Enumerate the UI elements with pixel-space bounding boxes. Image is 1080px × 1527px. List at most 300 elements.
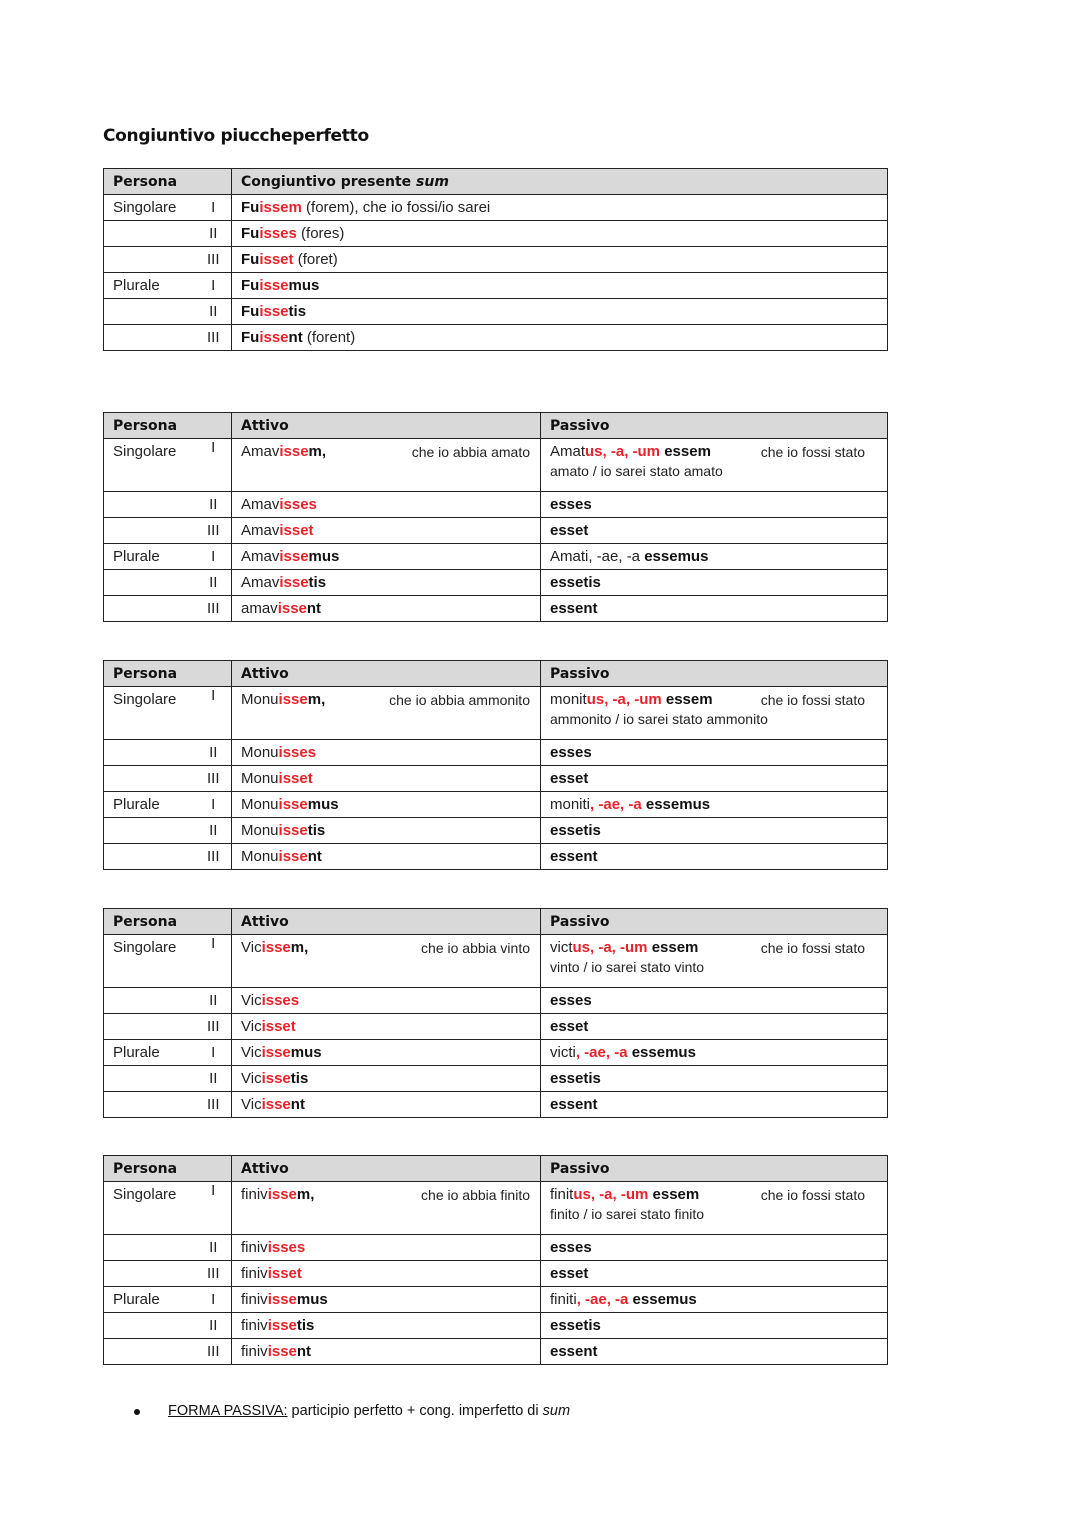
form-ending: tis (308, 574, 327, 591)
passive-form-cell (541, 818, 888, 844)
passive-form-cell (541, 544, 888, 570)
form-cell (232, 195, 888, 221)
form-ending: mus (296, 1291, 328, 1308)
form-cell (232, 247, 888, 273)
form-stem: Fu (241, 225, 260, 242)
passive-form-line (550, 939, 877, 956)
active-form (241, 939, 308, 956)
passive-translation-line2: amato / io sarei stato amato (550, 463, 723, 479)
header-passivo: Passivo (541, 413, 888, 439)
table-row (104, 439, 888, 492)
person-number: III (196, 325, 232, 351)
form-stem: Amav (241, 574, 280, 591)
passive-form-cell (541, 1261, 888, 1287)
person-number: I (196, 439, 232, 492)
form-extra: (forem), che io fossi/io sarei (301, 199, 491, 216)
form-aux: esset (550, 1018, 589, 1035)
table-row (104, 544, 888, 570)
form-ending-red: isse (261, 1096, 291, 1113)
participle-ending-red: , -ae, -a (590, 796, 642, 813)
form-aux: esses (550, 1239, 592, 1256)
active-form-cell (232, 687, 541, 740)
form-ending: mus (288, 277, 320, 294)
form-ending-red: isses (267, 1239, 306, 1256)
form-stem: monit (550, 691, 587, 708)
table-row (104, 518, 888, 544)
form-aux: esses (550, 496, 592, 513)
person-number: II (196, 299, 232, 325)
form-stem: Fu (241, 251, 260, 268)
form-stem: Vic (241, 1044, 262, 1061)
persona-cell (104, 844, 196, 870)
person-number: II (196, 740, 232, 766)
form-ending-red: isset (259, 251, 294, 268)
form-stem: Monu (241, 770, 279, 787)
active-form (241, 691, 325, 708)
form-ending: tis (296, 1317, 315, 1334)
form-cell (232, 299, 888, 325)
form-ending: tis (288, 303, 307, 320)
form-ending-red: isset (261, 1018, 296, 1035)
persona-cell (104, 1092, 196, 1118)
verb-table-monere (103, 660, 888, 870)
form-ending: m, (307, 691, 326, 708)
persona-cell (104, 299, 196, 325)
passive-form-cell (541, 596, 888, 622)
passive-form-cell (541, 492, 888, 518)
form-stem: finiv (241, 1239, 268, 1256)
persona-cell (104, 492, 196, 518)
header-passivo: Passivo (541, 1156, 888, 1182)
form-stem: Monu (241, 744, 279, 761)
passive-form (550, 691, 713, 708)
person-number: II (196, 818, 232, 844)
passive-form (550, 1186, 699, 1203)
persona-cell: Singolare (104, 195, 196, 221)
form-ending-red: isset (267, 1265, 302, 1282)
person-number: III (196, 247, 232, 273)
active-form-cell (232, 740, 541, 766)
person-number: II (196, 1313, 232, 1339)
form-ending: tis (290, 1070, 309, 1087)
active-form (241, 1186, 314, 1203)
form-ending-red: us, -a, -um (572, 939, 648, 956)
table-row (104, 740, 888, 766)
form-stem: amav (241, 600, 278, 617)
passive-form-cell (541, 439, 888, 492)
form-aux: essemus (632, 1291, 697, 1308)
form-stem: Fu (241, 199, 260, 216)
form-stem: Monu (241, 822, 279, 839)
form-stem: finiv (241, 1265, 268, 1282)
header-persona: Persona (104, 169, 232, 195)
form-ending-red: isse (267, 1343, 297, 1360)
form-ending-red: isses (279, 496, 317, 513)
form-ending-red: isse (267, 1291, 297, 1308)
form-aux: essetis (550, 1317, 601, 1334)
form-ending: m, (308, 443, 327, 460)
active-form-cell (232, 492, 541, 518)
person-number: I (196, 792, 232, 818)
table-row (104, 1339, 888, 1365)
persona-cell: Singolare (104, 1182, 196, 1235)
form-ending-red: isse (259, 303, 289, 320)
form-cell (232, 221, 888, 247)
table-row (104, 935, 888, 988)
form-aux: esset (550, 1265, 589, 1282)
persona-cell: Singolare (104, 687, 196, 740)
participle-ending-red: , -ae, -a (575, 1044, 628, 1061)
persona-cell (104, 247, 196, 273)
passive-form-cell (541, 687, 888, 740)
table-header-row (104, 661, 888, 687)
table-row (104, 1092, 888, 1118)
passive-form-cell (541, 1092, 888, 1118)
table-row (104, 687, 888, 740)
form-aux: essem (665, 691, 713, 708)
form-aux: essemus (631, 1044, 696, 1061)
passive-translation: che io fossi stato (760, 939, 865, 956)
person-number: I (196, 544, 232, 570)
form-ending: mus (290, 1044, 322, 1061)
form-stem: Monu (241, 796, 279, 813)
table-row (104, 1040, 888, 1066)
header-persona: Persona (104, 413, 232, 439)
person-number: I (196, 935, 232, 988)
header-passivo: Passivo (541, 909, 888, 935)
form-aux: esset (550, 522, 589, 539)
passive-form-cell (541, 1339, 888, 1365)
table-row (104, 299, 888, 325)
form-stem: vict (550, 939, 573, 956)
table-header-row (104, 413, 888, 439)
form-ending-red: isse (259, 277, 289, 294)
persona-cell: Plurale (104, 544, 196, 570)
form-ending: nt (306, 600, 322, 617)
participle: finiti (550, 1291, 577, 1308)
form-ending: nt (296, 1343, 312, 1360)
active-form-cell (232, 792, 541, 818)
participle: Amati, -ae, -a (550, 548, 645, 565)
form-aux: esset (550, 770, 589, 787)
persona-cell: Plurale (104, 1040, 196, 1066)
active-translation: che io abbia finito (421, 1186, 530, 1203)
passive-form-cell (541, 1287, 888, 1313)
form-aux: esses (550, 744, 592, 761)
page-title: Congiuntivo piuccheperfetto (103, 126, 369, 146)
form-ending-red: us, -a, -um (573, 1186, 649, 1203)
passive-form-cell (541, 792, 888, 818)
form-ending: nt (288, 329, 303, 346)
passive-form-cell (541, 1014, 888, 1040)
active-form-cell (232, 1235, 541, 1261)
active-form-cell (232, 766, 541, 792)
active-form-cell (232, 544, 541, 570)
form-ending-red: us, -a, -um (585, 443, 661, 460)
person-number: I (196, 1287, 232, 1313)
person-number: I (196, 687, 232, 740)
form-ending-red: isse (278, 822, 308, 839)
person-number: II (196, 570, 232, 596)
active-form-cell (232, 1261, 541, 1287)
form-stem: Fu (241, 277, 260, 294)
active-form (241, 443, 326, 460)
form-stem: Amav (241, 548, 280, 565)
form-ending-red: isse (267, 1186, 297, 1203)
active-form-cell (232, 1014, 541, 1040)
table-row (104, 325, 888, 351)
form-aux: essemus (644, 548, 709, 565)
form-stem: Amav (241, 443, 280, 460)
form-cell (232, 325, 888, 351)
form-ending-red: isse (277, 600, 307, 617)
sum-conjugation-table (103, 168, 888, 351)
form-ending-red: isse (261, 1044, 291, 1061)
persona-cell (104, 766, 196, 792)
table-row (104, 766, 888, 792)
person-number: III (196, 1014, 232, 1040)
header-congiuntivo-presente: Congiuntivo presente sum (232, 169, 888, 195)
form-aux: essetis (550, 574, 601, 591)
form-stem: Vic (241, 939, 262, 956)
table-row (104, 792, 888, 818)
form-stem: finiv (241, 1317, 268, 1334)
verb-table-vincere (103, 908, 888, 1118)
passive-translation: che io fossi stato (760, 691, 865, 708)
active-form-cell (232, 439, 541, 492)
form-ending-red: isses (259, 225, 297, 242)
form-ending-red: isse (259, 329, 289, 346)
form-aux: esses (550, 992, 592, 1009)
participle-ending-red: , -ae, -a (576, 1291, 629, 1308)
passive-form-line (550, 443, 877, 460)
active-form-cell (232, 1066, 541, 1092)
form-aux: essetis (550, 1070, 601, 1087)
table-row (104, 195, 888, 221)
table-row (104, 221, 888, 247)
table-header-row (104, 169, 888, 195)
header-attivo: Attivo (232, 1156, 541, 1182)
table-row (104, 1066, 888, 1092)
verb-table-finire (103, 1155, 888, 1365)
person-number: II (196, 221, 232, 247)
persona-cell: Singolare (104, 935, 196, 988)
header-attivo: Attivo (232, 413, 541, 439)
active-form-cell (232, 518, 541, 544)
persona-cell (104, 740, 196, 766)
header-persona: Persona (104, 661, 232, 687)
form-ending-red: isse (278, 848, 308, 865)
persona-cell (104, 518, 196, 544)
active-form-cell (232, 988, 541, 1014)
passive-form-cell (541, 766, 888, 792)
form-ending-red: isses (278, 744, 317, 761)
person-number: III (196, 844, 232, 870)
note-forma-passiva: FORMA PASSIVA: participio perfetto + cong. imperfetto di sum (138, 1403, 570, 1419)
verb-table-amare (103, 412, 888, 622)
passive-translation: che io fossi stato (760, 1186, 865, 1203)
person-number: III (196, 766, 232, 792)
person-number: II (196, 492, 232, 518)
form-stem: Fu (241, 329, 260, 346)
form-stem: Amat (550, 443, 586, 460)
active-form-cell (232, 818, 541, 844)
person-number: I (196, 1040, 232, 1066)
persona-cell (104, 1313, 196, 1339)
form-ending-red: isse (279, 548, 309, 565)
active-form-line (241, 443, 530, 460)
passive-translation: che io fossi stato (760, 443, 865, 460)
active-form-cell (232, 1182, 541, 1235)
active-form-cell (232, 1040, 541, 1066)
form-ending: nt (290, 1096, 305, 1113)
form-stem: Vic (241, 1018, 262, 1035)
form-stem: Vic (241, 992, 262, 1009)
form-aux: essetis (550, 822, 601, 839)
person-number: I (196, 1182, 232, 1235)
form-stem: finiv (241, 1186, 268, 1203)
passive-translation-line2: finito / io sarei stato finito (550, 1206, 705, 1222)
person-number: III (196, 1261, 232, 1287)
table-header-row (104, 909, 888, 935)
table-row (104, 1235, 888, 1261)
table-row (104, 818, 888, 844)
persona-cell (104, 988, 196, 1014)
form-ending-red: isses (261, 992, 300, 1009)
passive-form-cell (541, 1182, 888, 1235)
header-passivo: Passivo (541, 661, 888, 687)
form-ending-red: isse (267, 1317, 297, 1334)
passive-translation-line2: vinto / io sarei stato vinto (550, 959, 705, 975)
form-stem: Amav (241, 522, 280, 539)
header-persona: Persona (104, 909, 232, 935)
form-ending: tis (307, 822, 326, 839)
form-stem: Vic (241, 1070, 262, 1087)
persona-cell: Plurale (104, 1287, 196, 1313)
persona-cell: Singolare (104, 439, 196, 492)
person-number: II (196, 1066, 232, 1092)
form-ending: nt (307, 848, 322, 865)
persona-cell (104, 1339, 196, 1365)
active-form-cell (232, 596, 541, 622)
form-ending: mus (307, 796, 339, 813)
active-form-cell (232, 935, 541, 988)
form-stem: Fu (241, 303, 260, 320)
form-ending: mus (308, 548, 340, 565)
form-ending-red: isse (261, 939, 291, 956)
form-extra: (forent) (302, 329, 356, 346)
form-cell (232, 273, 888, 299)
passive-form-cell (541, 740, 888, 766)
header-persona: Persona (104, 1156, 232, 1182)
active-form-line (241, 691, 530, 708)
passive-form (550, 443, 711, 460)
form-stem: Monu (241, 848, 279, 865)
form-aux: essent (550, 1343, 598, 1360)
person-number: I (196, 273, 232, 299)
form-ending-red: isse (278, 691, 308, 708)
form-ending-red: isset (279, 522, 314, 539)
form-aux: essem (651, 939, 699, 956)
persona-cell (104, 221, 196, 247)
persona-cell (104, 1235, 196, 1261)
bullet-icon (134, 1409, 140, 1415)
passive-form (550, 939, 698, 956)
form-ending: m, (296, 1186, 315, 1203)
passive-form-cell (541, 1040, 888, 1066)
persona-cell (104, 1066, 196, 1092)
persona-cell (104, 1261, 196, 1287)
person-number: III (196, 596, 232, 622)
form-ending-red: isse (279, 574, 309, 591)
table-header-row (104, 1156, 888, 1182)
header-attivo: Attivo (232, 661, 541, 687)
persona-cell: Plurale (104, 792, 196, 818)
table-row (104, 596, 888, 622)
form-stem: finiv (241, 1343, 268, 1360)
person-number: I (196, 195, 232, 221)
form-ending-red: isset (278, 770, 313, 787)
table-row (104, 273, 888, 299)
passive-form-cell (541, 1313, 888, 1339)
form-aux: essent (550, 848, 598, 865)
form-aux: essent (550, 1096, 598, 1113)
passive-form-cell (541, 1066, 888, 1092)
active-translation: che io abbia ammonito (389, 691, 530, 708)
table-row (104, 1287, 888, 1313)
form-ending: m, (290, 939, 309, 956)
table-row (104, 1182, 888, 1235)
form-aux: essem (664, 443, 711, 460)
form-ending-red: us, -a, -um (586, 691, 662, 708)
active-form-line (241, 1186, 530, 1203)
active-form-cell (232, 1313, 541, 1339)
passive-form-line (550, 1186, 877, 1203)
active-form-cell (232, 570, 541, 596)
participle: victi (550, 1044, 576, 1061)
form-ending-red: isse (279, 443, 309, 460)
active-translation: che io abbia amato (411, 443, 530, 460)
form-aux: essent (550, 600, 598, 617)
table-row (104, 1261, 888, 1287)
form-stem: finiv (241, 1291, 268, 1308)
passive-form-cell (541, 844, 888, 870)
form-stem: Monu (241, 691, 279, 708)
table-row (104, 988, 888, 1014)
passive-form-cell (541, 570, 888, 596)
header-attivo: Attivo (232, 909, 541, 935)
form-aux: essemus (645, 796, 711, 813)
persona-cell (104, 325, 196, 351)
persona-cell (104, 818, 196, 844)
form-ending-red: issem (259, 199, 302, 216)
passive-form-cell (541, 935, 888, 988)
passive-form-line (550, 691, 877, 708)
person-number: II (196, 988, 232, 1014)
participle: moniti (550, 796, 591, 813)
form-ending-red: isse (278, 796, 308, 813)
active-form-cell (232, 1339, 541, 1365)
form-extra: (foret) (293, 251, 338, 268)
table-row (104, 844, 888, 870)
persona-cell (104, 570, 196, 596)
form-aux: essem (652, 1186, 700, 1203)
persona-cell: Plurale (104, 273, 196, 299)
passive-form-cell (541, 1235, 888, 1261)
active-form-cell (232, 1287, 541, 1313)
table-row (104, 247, 888, 273)
table-row (104, 570, 888, 596)
